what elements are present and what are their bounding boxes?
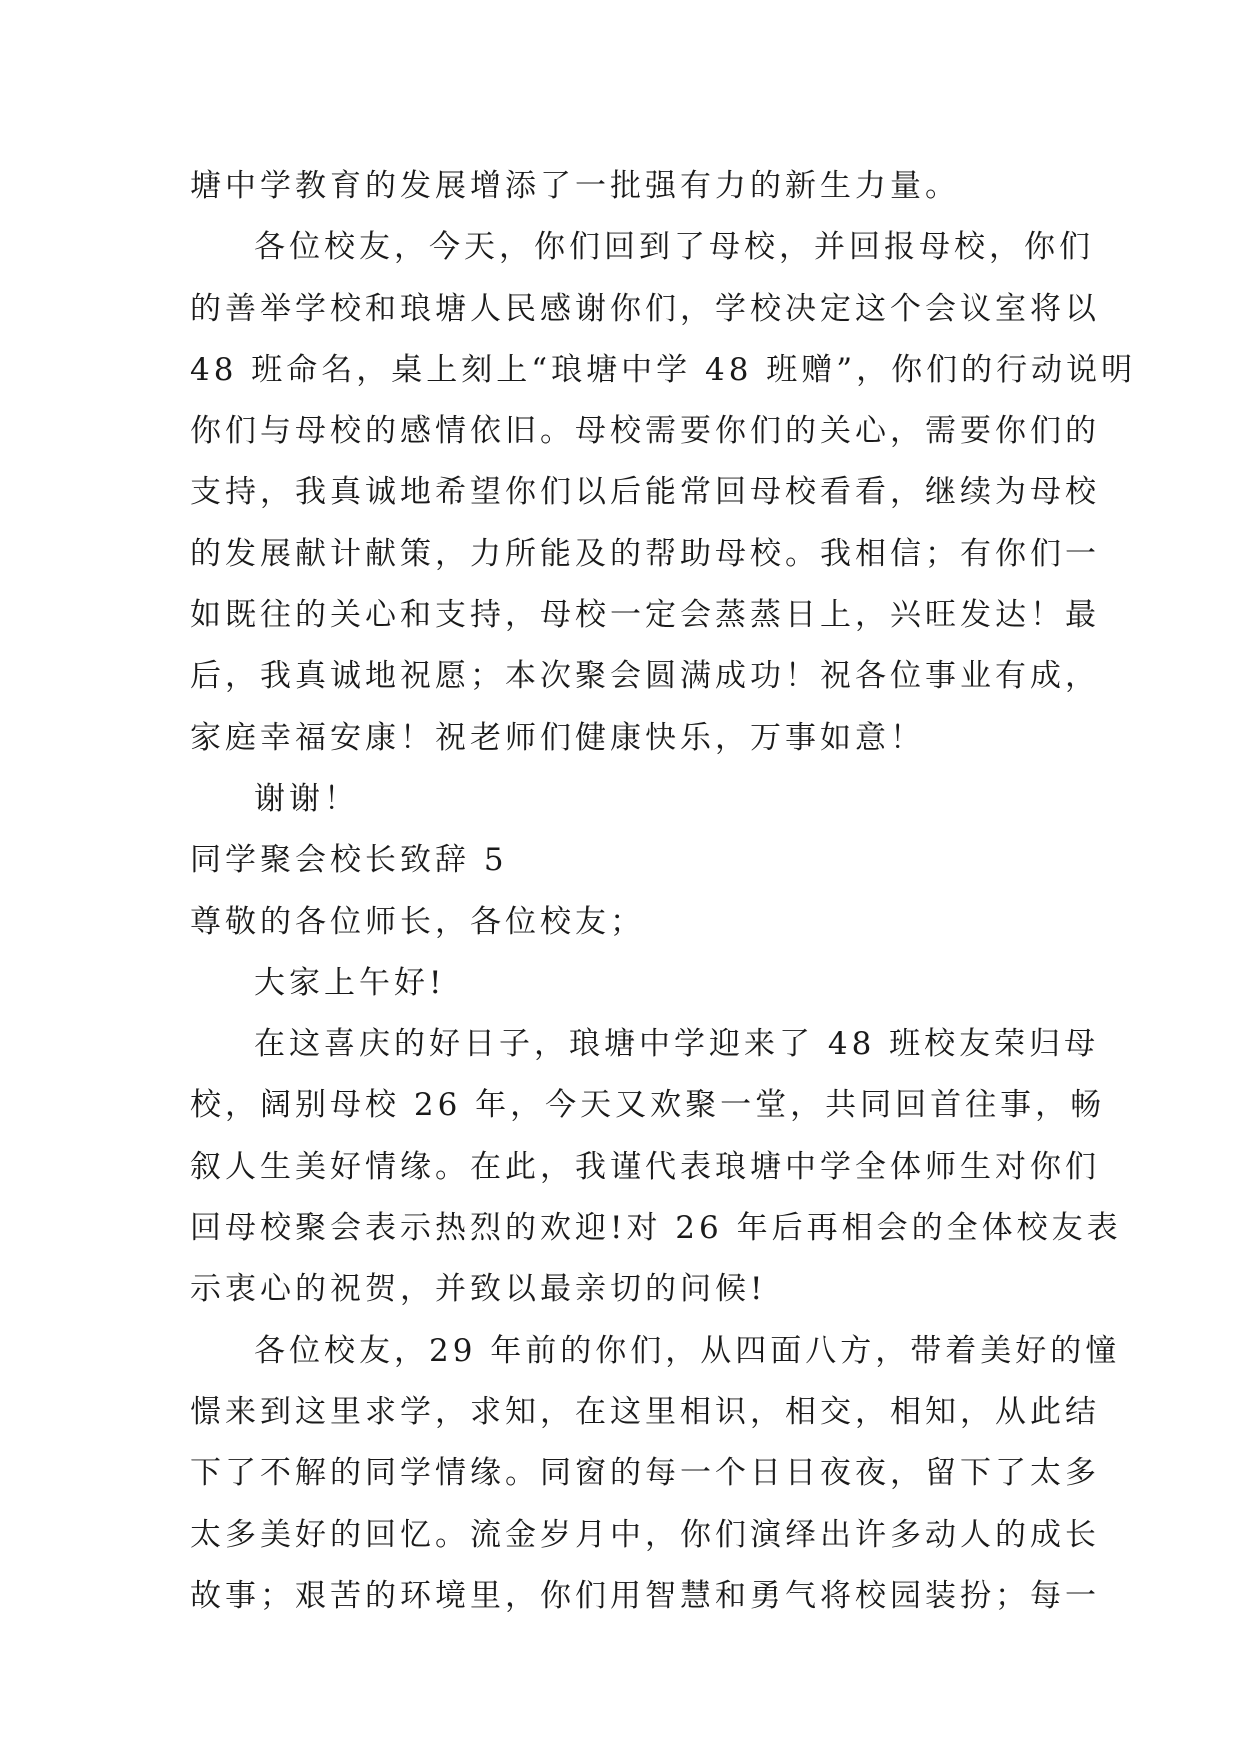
text-line: 各位校友，29 年前的你们，从四面八方，带着美好的憧 — [254, 1332, 1121, 1369]
text-line: 太多美好的回忆。流金岁月中，你们演绎出许多动人的成长 — [190, 1516, 1100, 1553]
text-line: 谢谢！ — [254, 780, 359, 817]
text-line: 后，我真诚地祝愿；本次聚会圆满成功！祝各位事业有成， — [190, 658, 1100, 695]
text-line: 大家上午好! — [254, 964, 446, 1001]
text-line: 家庭幸福安康！祝老师们健康快乐，万事如意！ — [190, 719, 925, 756]
text-line: 憬来到这里求学，求知，在这里相识，相交，相知，从此结 — [190, 1393, 1100, 1430]
text-line: 在这喜庆的好日子，琅塘中学迎来了 48 班校友荣归母 — [254, 1026, 1100, 1063]
text-line: 回母校聚会表示热烈的欢迎!对 26 年后再相会的全体校友表 — [190, 1210, 1122, 1247]
text-line: 示衷心的祝贺，并致以最亲切的问候! — [190, 1271, 767, 1308]
text-line: 如既往的关心和支持，母校一定会蒸蒸日上，兴旺发达！最 — [190, 597, 1100, 634]
text-line: 尊敬的各位师长，各位校友； — [190, 903, 645, 940]
text-line: 的发展献计献策，力所能及的帮助母校。我相信；有你们一 — [190, 535, 1100, 572]
document-body — [190, 156, 1137, 1627]
text-line: 各位校友，今天，你们回到了母校，并回报母校，你们 — [254, 229, 1094, 266]
text-line: 塘中学教育的发展增添了一批强有力的新生力量。 — [190, 168, 960, 204]
text-line: 的善举学校和琅塘人民感谢你们，学校决定这个会议室将以 — [190, 290, 1100, 327]
text-line: 故事；艰苦的环境里，你们用智慧和勇气将校园装扮；每一 — [190, 1577, 1100, 1614]
text-line: 同学聚会校长致辞 5 — [190, 842, 508, 879]
text-line: 48 班命名，桌上刻上“琅塘中学 48 班赠”，你们的行动说明 — [190, 351, 1137, 388]
text-line: 你们与母校的感情依旧。母校需要你们的关心，需要你们的 — [190, 413, 1100, 450]
text-line: 下了不解的同学情缘。同窗的每一个日日夜夜，留下了太多 — [190, 1455, 1100, 1492]
text-line: 叙人生美好情缘。在此，我谨代表琅塘中学全体师生对你们 — [190, 1148, 1100, 1185]
text-line: 支持，我真诚地希望你们以后能常回母校看看，继续为母校 — [190, 474, 1100, 511]
text-line: 校，阔别母校 26 年，今天又欢聚一堂，共同回首往事，畅 — [190, 1087, 1106, 1124]
